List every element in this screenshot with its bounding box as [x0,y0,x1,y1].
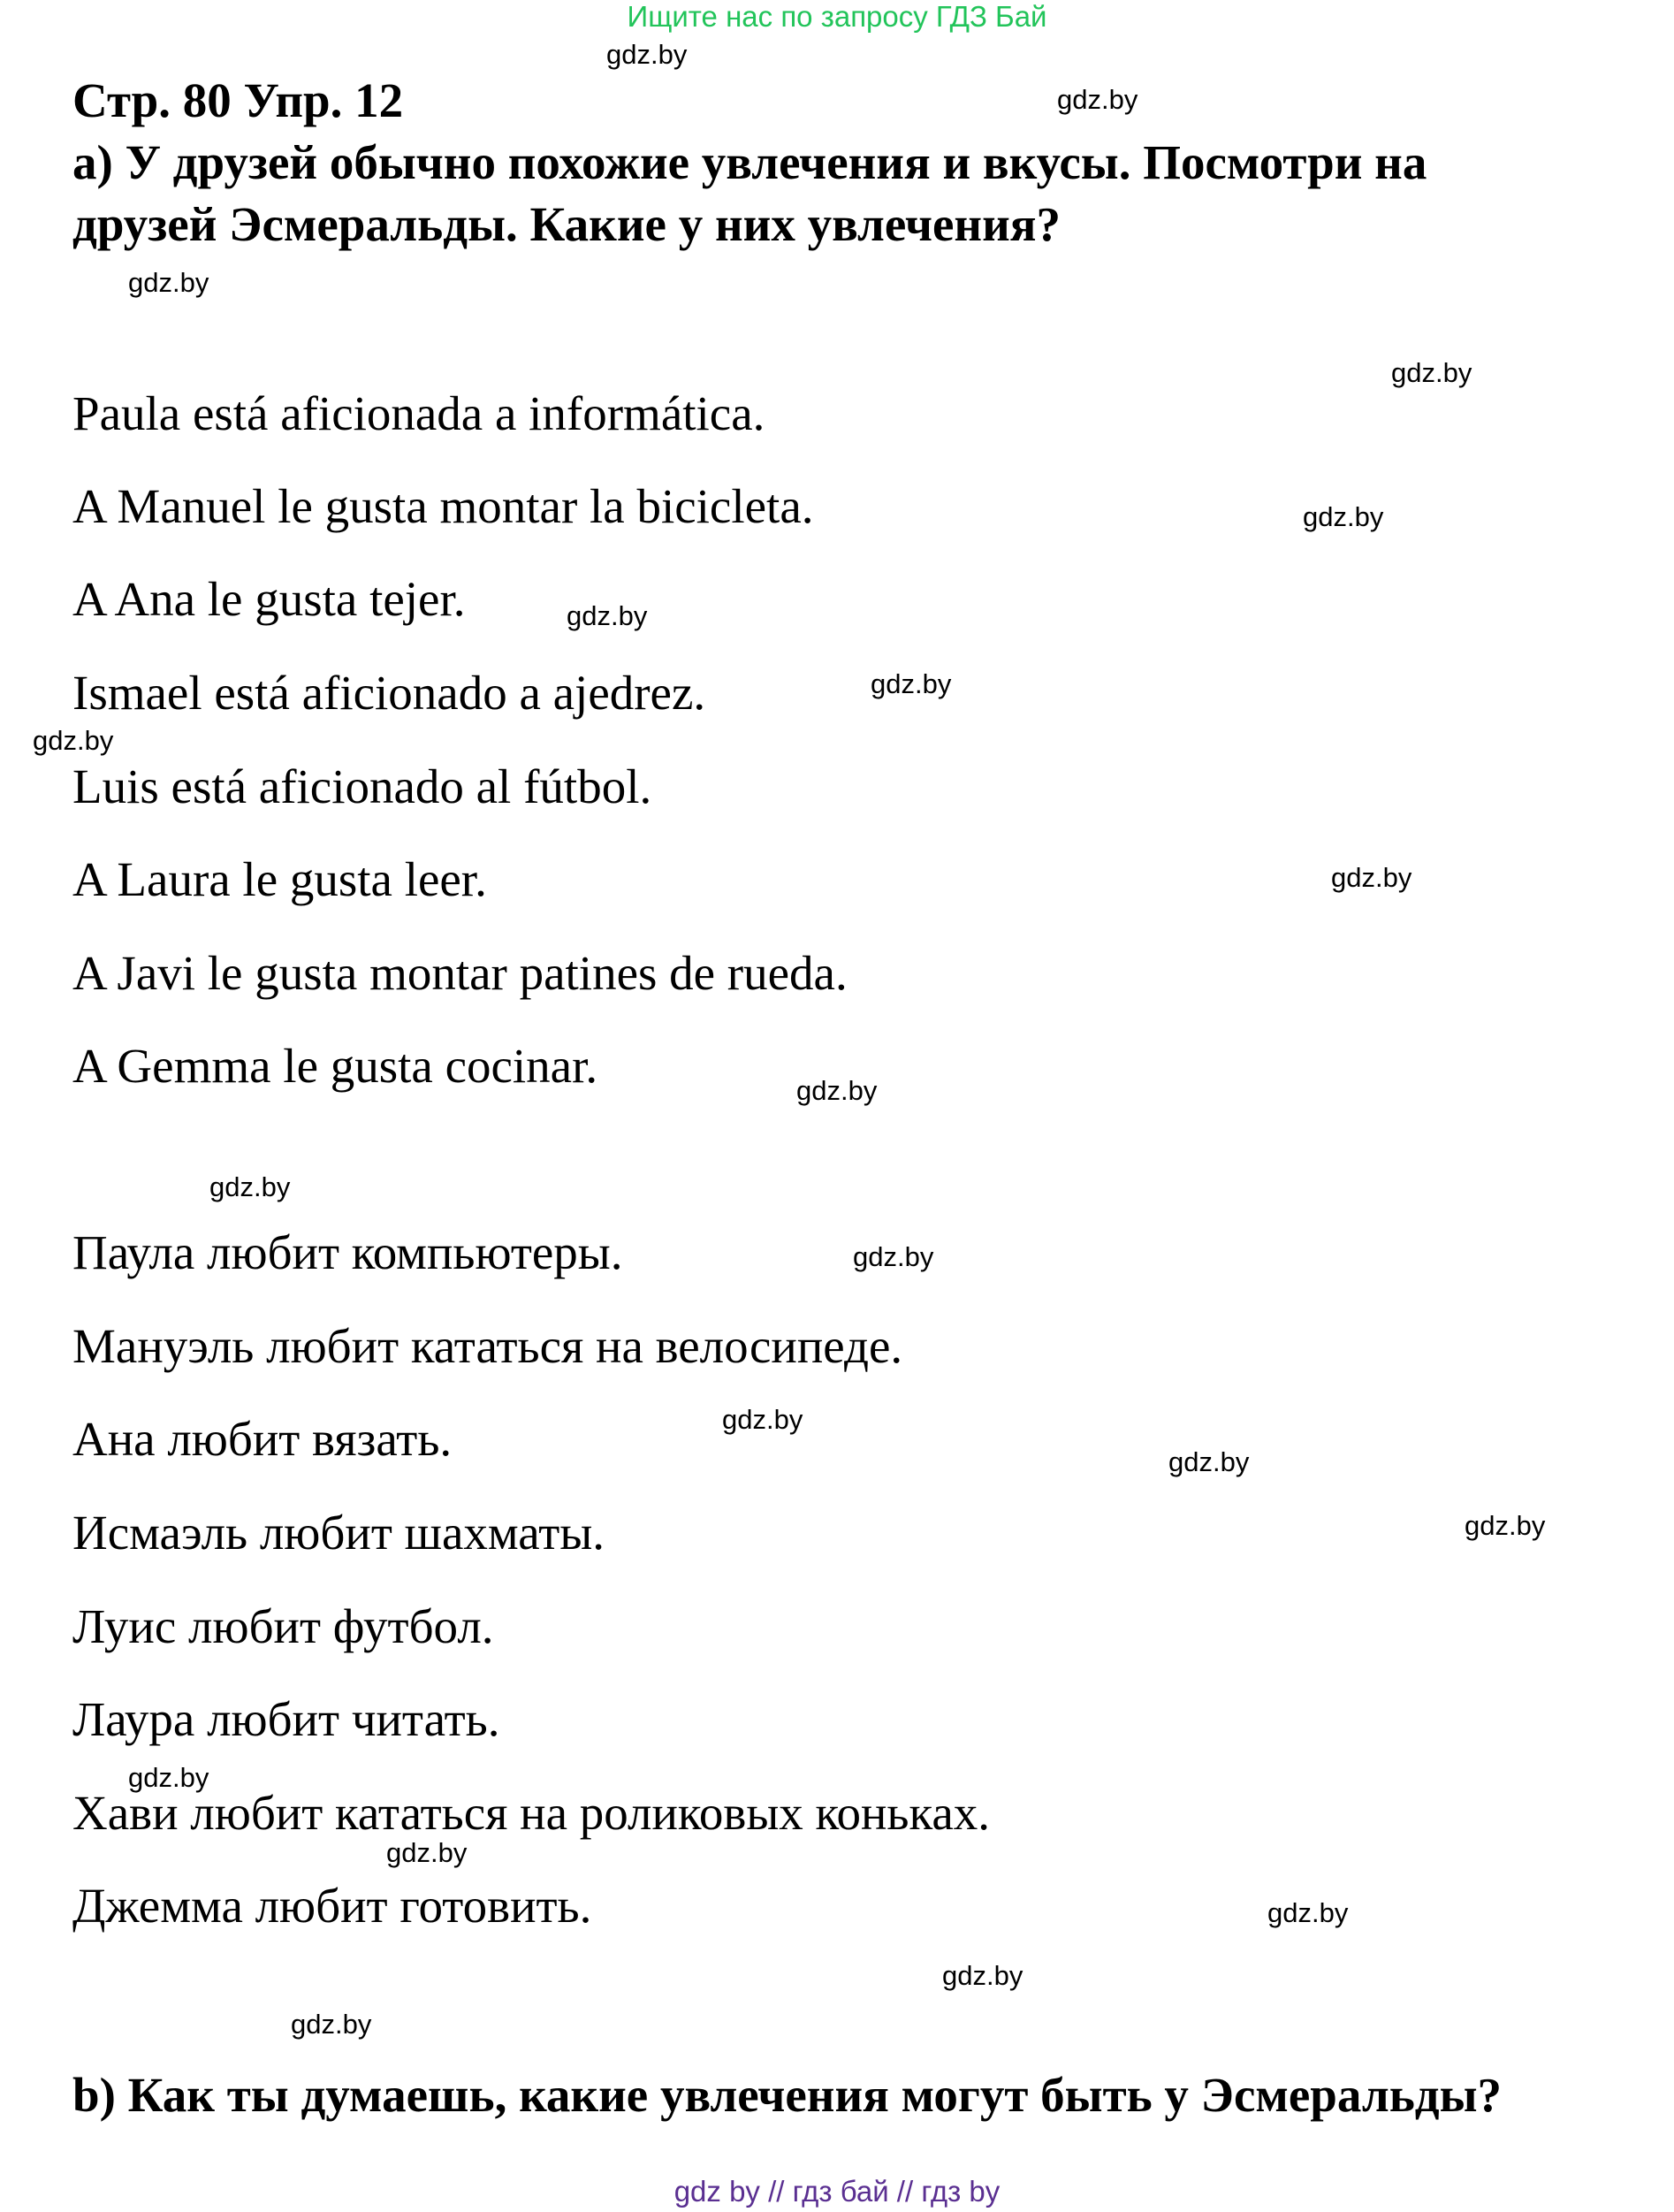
spanish-line: A Gemma le gusta cocinar. [72,1039,598,1093]
task-b: b) Как ты думаешь, какие увлечения могут быть у Эсмеральды? [72,2068,1503,2122]
footer-links: gdz by // гдз бай // гдз by [673,2175,1001,2208]
spanish-line: A Javi le gusta montar patines de rueda. [72,946,848,1000]
spanish-line: Luis está aficionado al fútbol. [72,759,652,813]
watermark: gdz.by [722,1404,803,1435]
russian-line: Луис любит футбол. [72,1599,494,1653]
watermark: gdz.by [1303,501,1384,532]
russian-line: Исмаэль любит шахматы. [72,1506,605,1560]
watermark: gdz.by [291,2009,372,2040]
spanish-line: A Laura le gusta leer. [72,852,487,906]
watermark: gdz.by [1391,357,1472,388]
russian-line: Мануэль любит кататься на велосипеде. [72,1319,903,1373]
watermark: gdz.by [1331,862,1412,893]
top-banner: Ищите нас по запросу ГДЗ Бай [627,0,1047,33]
watermark: gdz.by [1267,1897,1349,1928]
watermark: gdz.by [567,600,648,631]
watermark: gdz.by [796,1075,878,1106]
exercise-title: Стр. 80 Упр. 12 [72,73,404,127]
spanish-line: Ismael está aficionado a ajedrez. [72,666,706,720]
russian-line: Хави любит кататься на роликовых коньках. [72,1786,991,1840]
watermark: gdz.by [128,1762,209,1793]
russian-line: Ана любит вязать. [72,1412,453,1466]
watermark: gdz.by [1057,84,1138,115]
task-a-line-2: друзей Эсмеральды. Какие у них увлечения? [72,197,1061,251]
watermark: gdz.by [128,267,209,298]
russian-line: Лаура любит читать. [72,1692,500,1746]
watermark: gdz.by [209,1171,291,1202]
watermark: gdz.by [606,39,688,70]
watermark: gdz.by [1465,1510,1546,1541]
watermark: gdz.by [1168,1446,1250,1477]
spanish-line: Paula está aficionada a informática. [72,386,765,440]
watermark: gdz.by [853,1241,934,1272]
russian-line: Паула любит компьютеры. [72,1225,623,1279]
watermark: gdz.by [386,1837,468,1868]
spanish-line: A Manuel le gusta montar la bicicleta. [72,479,814,533]
watermark: gdz.by [33,725,114,756]
watermark: gdz.by [871,668,952,699]
task-a-line-1: a) У друзей обычно похожие увлечения и вкусы. Посмотри на [72,135,1427,189]
russian-line: Джемма любит готовить. [72,1879,592,1933]
watermark: gdz.by [942,1960,1023,1991]
spanish-line: A Ana le gusta tejer. [72,572,466,626]
